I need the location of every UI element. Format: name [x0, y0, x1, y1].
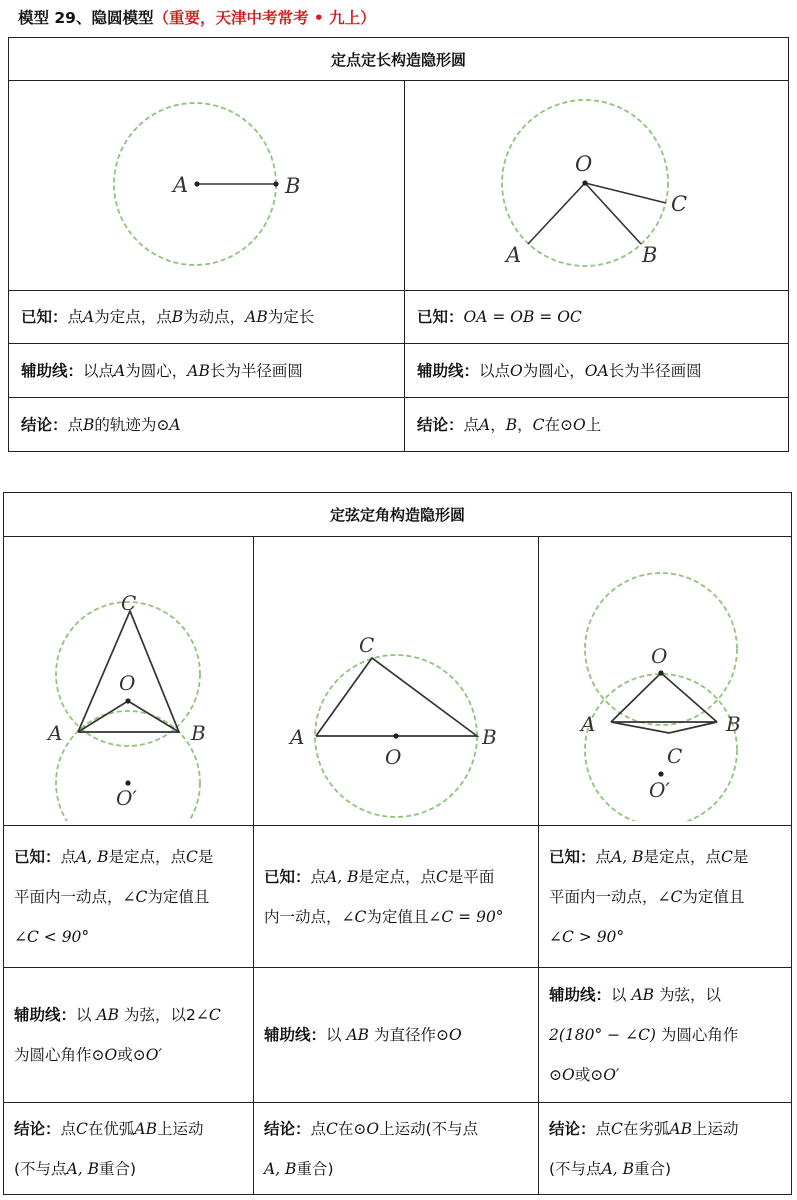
label-a: A — [506, 243, 522, 267]
table2-figure-3 — [539, 537, 792, 826]
label-o: O — [575, 152, 593, 176]
table2-aux-2: 辅助线：以 AB 为直径作⊙O — [254, 968, 539, 1103]
point-a-dot — [194, 181, 199, 186]
table2-conclusion-2: 结论：点C在⊙O上运动(不与点 A, B重合) — [254, 1103, 539, 1195]
figure-acute-angle — [4, 537, 254, 821]
table2-known-1: 已知：点A, B是定点，点C是 平面内一动点，∠C为定值且 ∠C < 90° — [4, 826, 254, 968]
radii-oa-ob — [78, 701, 179, 732]
label-a: A — [581, 712, 596, 736]
table2-aux-1: 辅助线：以 AB 为弦，以2∠C 为圆心角作⊙O或⊙O′ — [4, 968, 254, 1103]
label-b: B — [482, 725, 497, 749]
label-o-prime: O′ — [649, 778, 670, 802]
point-b-dot — [273, 181, 278, 186]
label-b: B — [285, 174, 301, 198]
page-title — [18, 4, 376, 32]
table2-header: 定弦定角构造隐形圆 — [4, 493, 792, 537]
table1-conclusion-left: 结论：点B的轨迹为⊙A — [9, 398, 405, 452]
table-fixed-chord-fixed-angle — [3, 492, 792, 1195]
segment-oa — [528, 183, 585, 244]
label-o: O — [651, 644, 668, 668]
triangle-abc — [316, 658, 477, 736]
table2-figure-1 — [4, 537, 254, 826]
label-b: B — [642, 243, 658, 267]
table-fixed-point-fixed-length — [8, 37, 789, 452]
table1-aux-left: 辅助线：以点A为圆心，AB长为半径画圆 — [9, 344, 405, 398]
label-c: C — [671, 192, 688, 216]
label-b: B — [191, 721, 206, 745]
point-o-prime-dot — [658, 771, 663, 776]
title-highlight: （重要，天津中考常考 • 九上） — [153, 9, 376, 27]
segment-ob — [585, 183, 641, 244]
label-a: A — [48, 721, 63, 745]
label-c: C — [667, 744, 683, 768]
figure-obtuse-angle — [539, 537, 792, 821]
table2-conclusion-1: 结论：点C在优弧AB上运动 (不与点A, B重合) — [4, 1103, 254, 1195]
point-o-prime-dot — [125, 780, 130, 785]
table1-aux-right: 辅助线：以点O为圆心，OA长为半径画圆 — [405, 344, 789, 398]
table2-known-2: 已知：点A, B是定点，点C是平面 内一动点，∠C为定值且∠C = 90° — [254, 826, 539, 968]
label-o-prime: O′ — [116, 786, 137, 810]
label-c: C — [359, 633, 375, 657]
figure-circle-a — [9, 81, 405, 286]
radii-oa-ob — [611, 673, 717, 722]
table1-figure-1 — [9, 81, 405, 291]
triangle-abc — [611, 722, 717, 733]
label-c: C — [121, 591, 137, 615]
table1-known-left: 已知：点A为定点，点B为动点，AB为定长 — [9, 291, 405, 344]
table2-conclusion-3: 结论：点C在劣弧AB上运动 (不与点A, B重合) — [539, 1103, 792, 1195]
point-o-dot — [582, 180, 587, 185]
title-prefix: 模型 29、隐圆模型 — [18, 9, 154, 27]
table1-conclusion-right: 结论：点A，B，C在⊙O上 — [405, 398, 789, 452]
table1-header: 定点定长构造隐形圆 — [9, 38, 789, 81]
label-b: B — [726, 712, 741, 736]
table2-known-3: 已知：点A, B是定点，点C是 平面内一动点，∠C为定值且 ∠C > 90° — [539, 826, 792, 968]
point-o-dot — [125, 698, 130, 703]
label-o: O — [385, 745, 402, 769]
figure-circle-o — [405, 81, 789, 286]
table1-figure-2 — [405, 81, 789, 291]
point-o-dot — [393, 733, 398, 738]
label-o: O — [119, 671, 136, 695]
point-o-dot — [658, 670, 663, 675]
segment-oc — [585, 183, 666, 203]
label-a: A — [173, 173, 189, 197]
table2-figure-2 — [254, 537, 539, 826]
table2-aux-3: 辅助线：以 AB 为弦，以 2(180° − ∠C) 为圆心角作 ⊙O或⊙O′ — [539, 968, 792, 1103]
label-a: A — [290, 725, 305, 749]
table1-known-right: 已知：OA = OB = OC — [405, 291, 789, 344]
figure-right-angle — [254, 537, 539, 821]
